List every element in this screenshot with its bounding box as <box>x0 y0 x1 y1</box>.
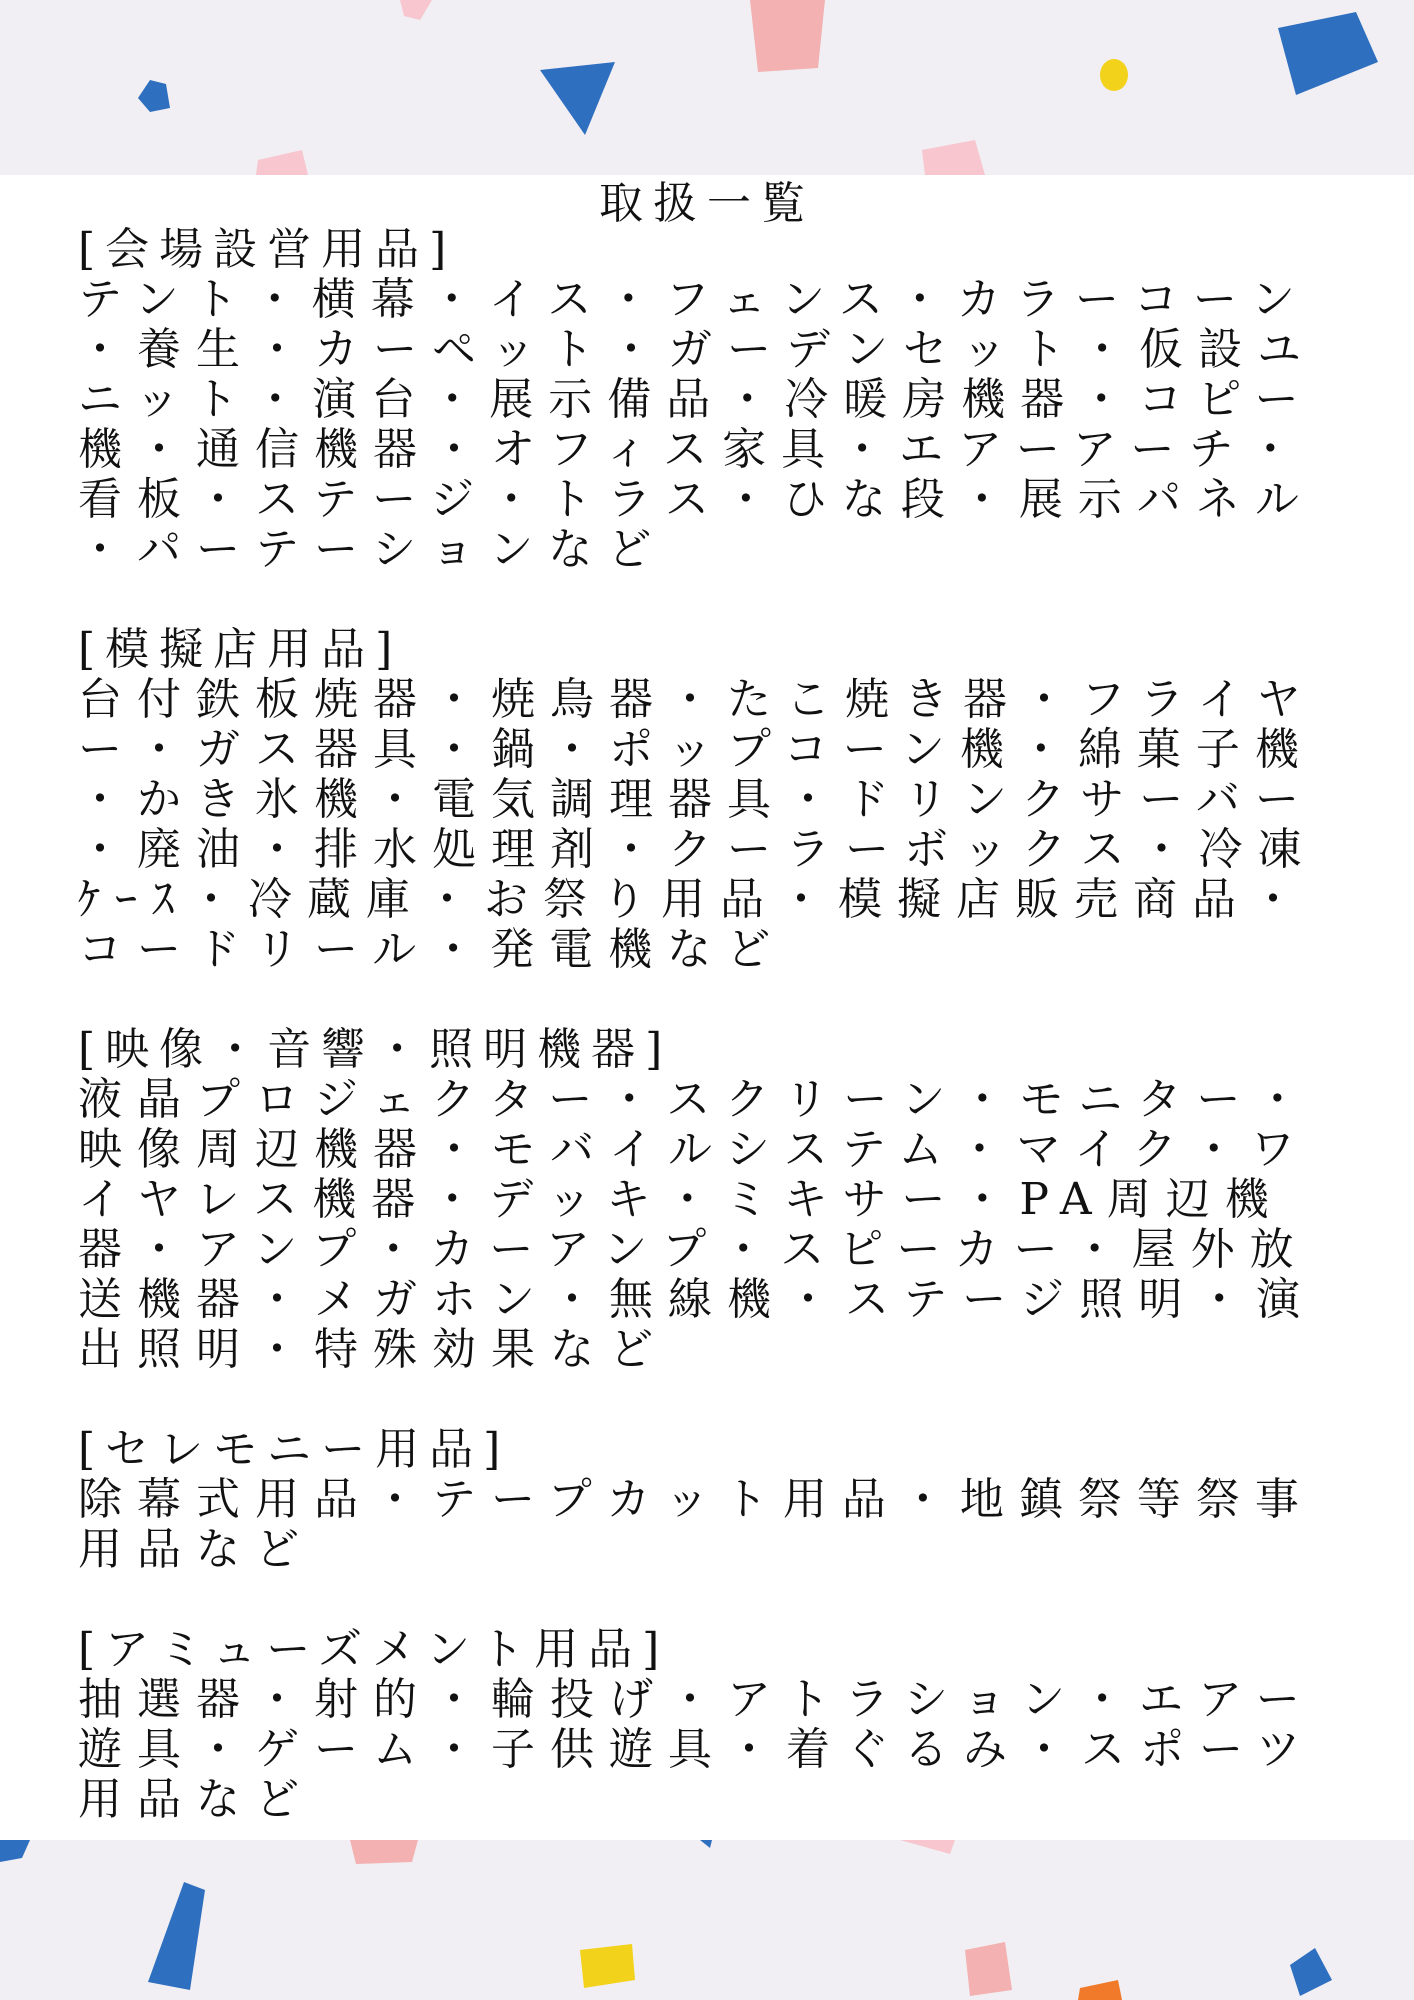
page-title: 取扱一覧 <box>599 178 815 229</box>
section-heading: [アミューズメント用品] <box>78 1624 670 1675</box>
section-body: 抽選器・射的・輪投げ・アトラション・エアー遊具・ゲーム・子供遊具・着ぐるみ・スポーツ用品など <box>78 1674 1316 1825</box>
confetti-shape <box>1278 12 1378 95</box>
confetti-shape <box>1078 1980 1122 2000</box>
confetti-shape <box>922 140 985 175</box>
section-venue-setup <box>78 225 1340 575</box>
section-body: 除幕式用品・テープカット用品・地鎮祭等祭事用品など <box>78 1474 1314 1575</box>
confetti-shape <box>400 0 432 20</box>
section-amusement <box>78 1625 1340 1825</box>
section-heading: [模擬店用品] <box>78 624 403 675</box>
confetti-shape <box>965 1942 1012 1996</box>
item-list <box>78 225 1340 1875</box>
confetti-shape <box>580 1944 635 1988</box>
section-body: 液晶プロジェクター・スクリーン・モニター・映像周辺機器・モバイルシステム・マイク・ワイヤレス機器・デッキ・ミキサー・PA周辺機器・アンプ・カーアンプ・スピーカー・屋外放送機器・メガホン・無線機・ステージ照明・演出照明・特殊効果など <box>78 1074 1316 1375</box>
confetti-shape <box>148 1882 205 1990</box>
section-ceremony <box>78 1425 1340 1575</box>
section-av-lighting <box>78 1025 1340 1375</box>
confetti-top-decoration <box>0 0 1414 175</box>
confetti-shape <box>750 0 825 72</box>
confetti-shape <box>1100 59 1128 91</box>
section-heading: [映像・音響・照明機器] <box>78 1024 673 1075</box>
section-body: テント・横幕・イス・フェンス・カラーコーン・養生・カーペット・ガーデンセット・仮設ユニット・演台・展示備品・冷暖房機器・コピー機・通信機器・オフィス家具・エアーアーチ・看板・ステージ・トラス・ひな段・展示パネル・パーテーションなど <box>78 274 1317 575</box>
section-body: 台付鉄板焼器・焼鳥器・たこ焼き器・フライヤー・ガス器具・鍋・ポップコーン機・綿菓子機・かき氷機・電気調理器具・ドリンクサーバー・廃油・排水処理剤・クーラーボックス・冷凍ｹｰｽ・冷蔵庫・お祭り用品・模擬店販売商品・コードリール・発電機など <box>78 674 1317 975</box>
confetti-shape <box>540 62 615 135</box>
confetti-shape <box>256 150 308 175</box>
confetti-shape <box>138 80 170 112</box>
section-heading: [会場設営用品] <box>78 224 457 275</box>
confetti-shape <box>1290 1948 1332 1996</box>
section-food-stall <box>78 625 1340 975</box>
section-heading: [セレモニー用品] <box>78 1424 511 1475</box>
confetti-shape <box>0 1840 30 1862</box>
